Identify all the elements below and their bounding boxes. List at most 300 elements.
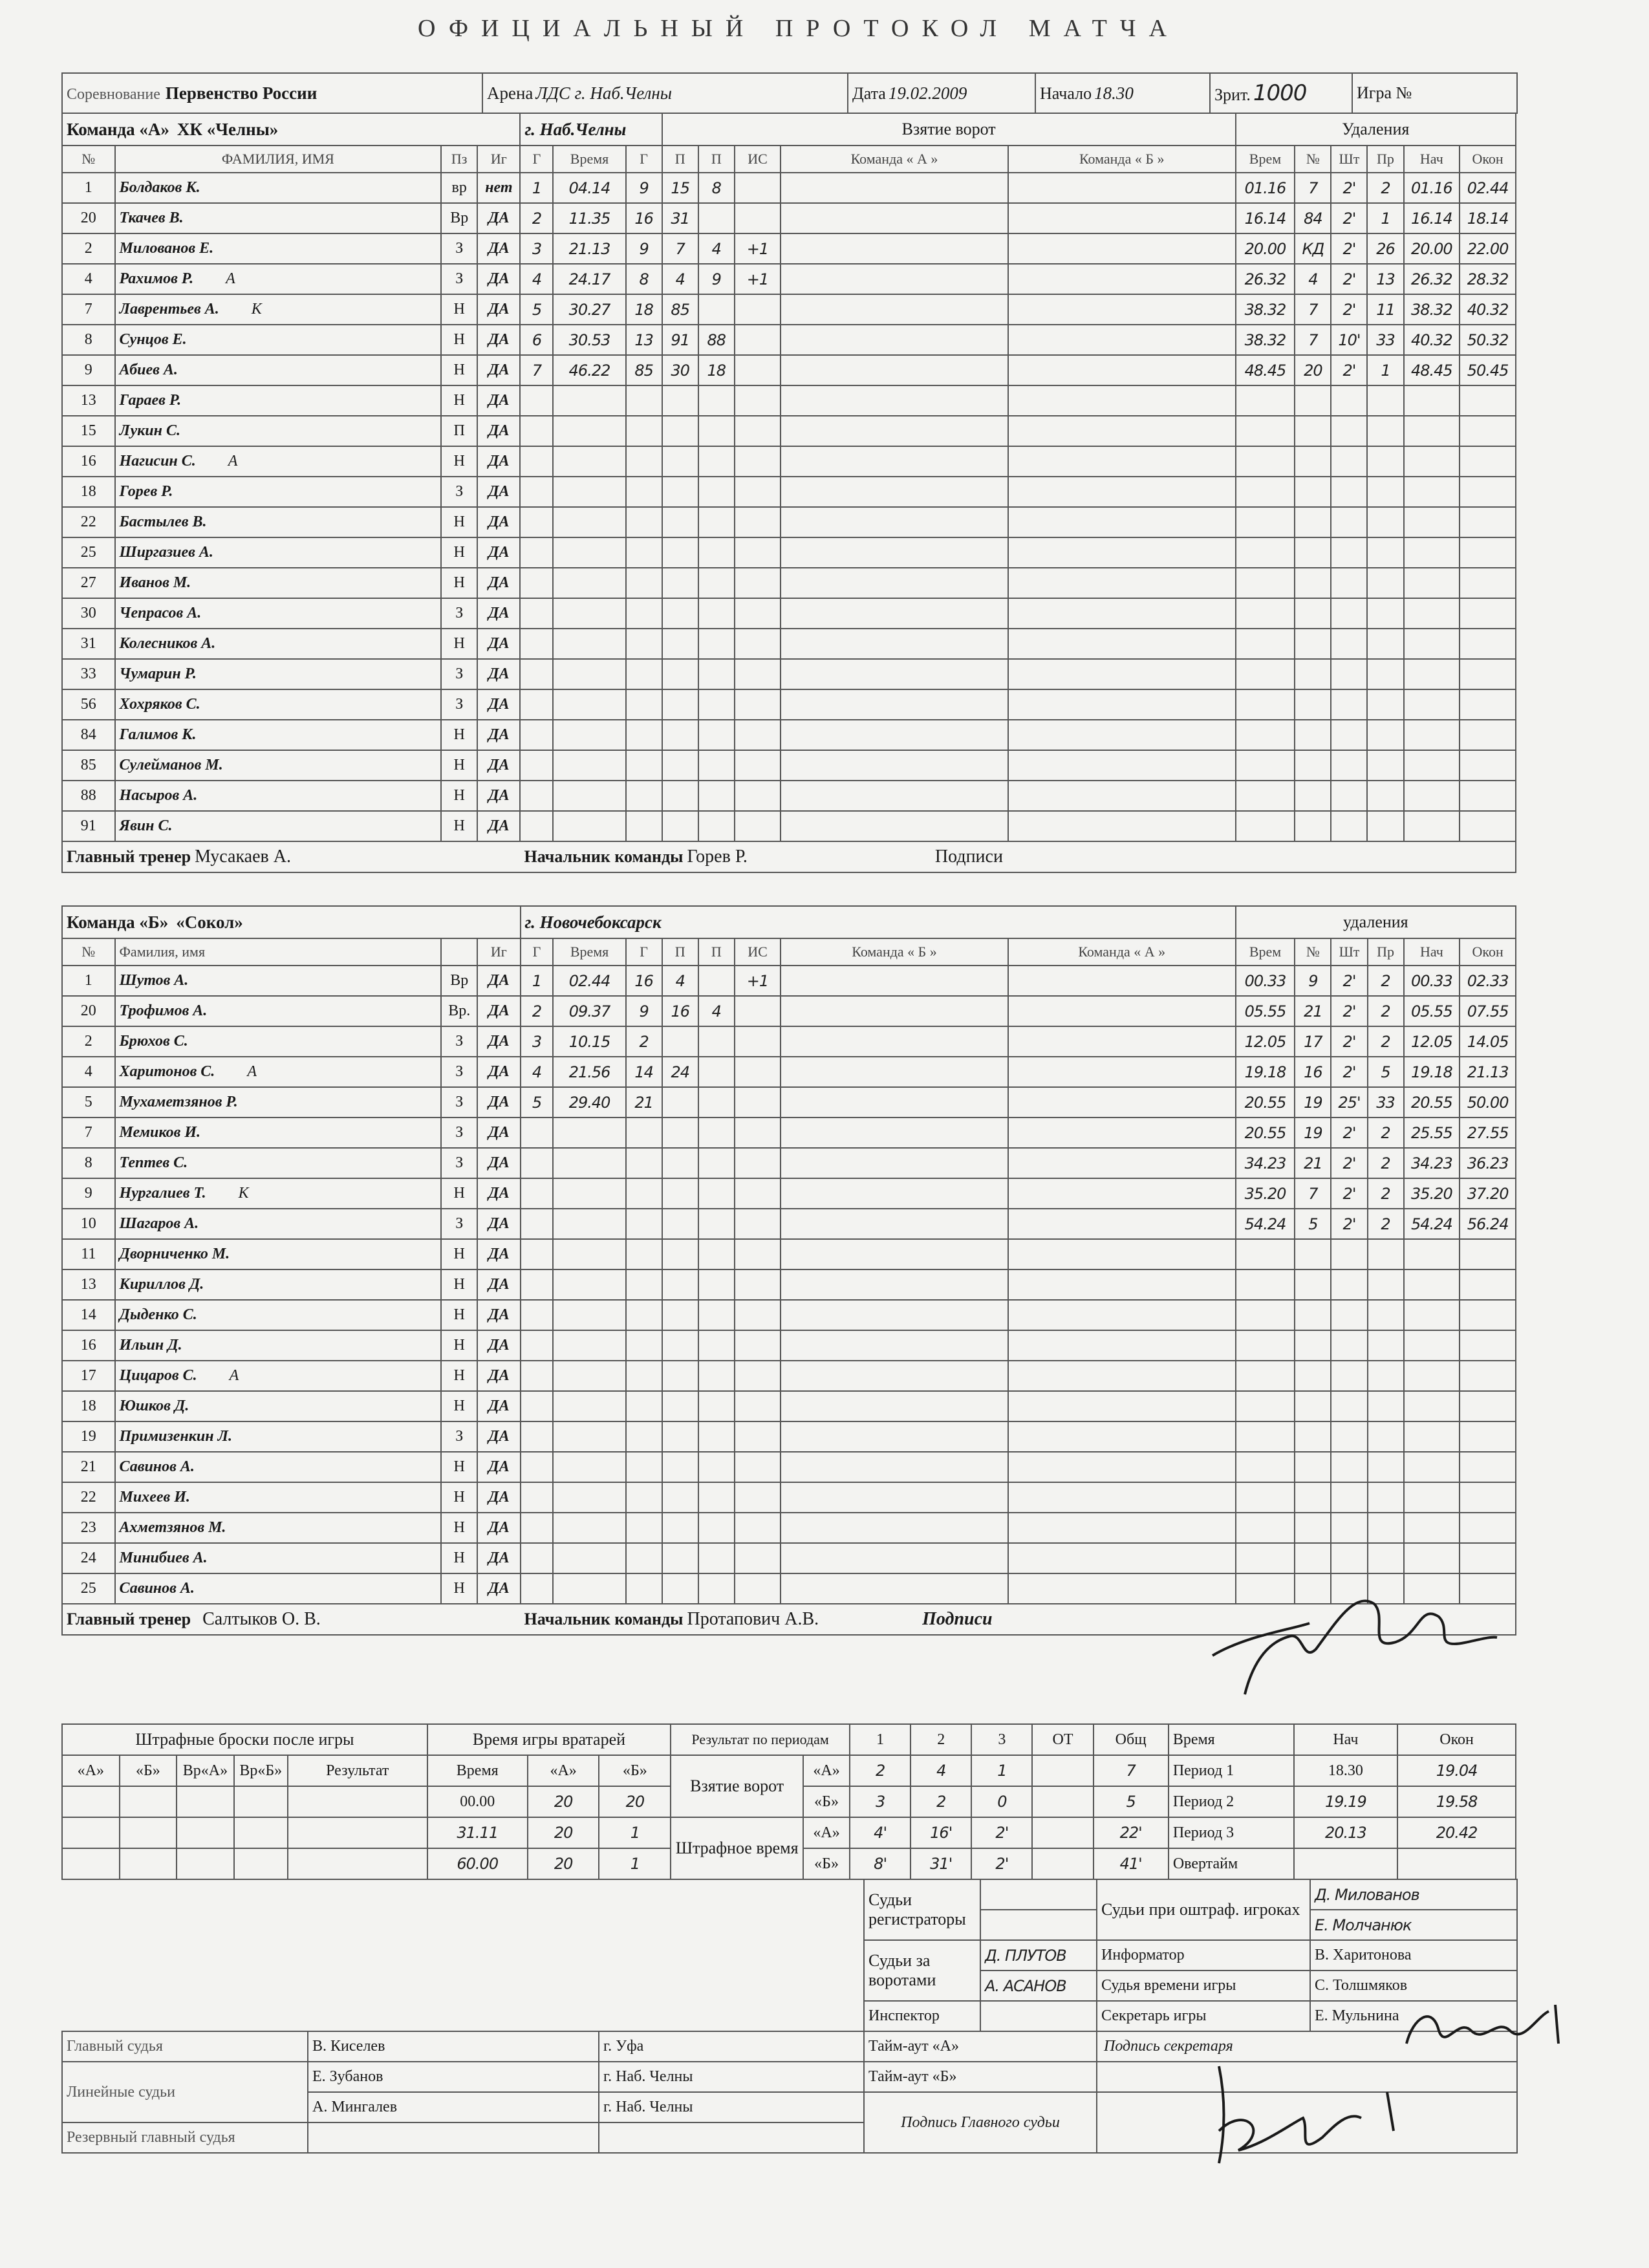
on-ice-team-1 [781,629,1008,659]
secretary-label: Секретарь игры [1097,2001,1310,2031]
goal-time: 02.44 [553,966,625,996]
player-plays: ДА [477,1513,520,1543]
player-name [115,781,442,811]
goal-strength [735,355,781,385]
player-position: Н [441,385,477,416]
penalty-time: 38.32 [1236,294,1295,325]
player-plays: ДА [477,203,520,233]
player-name [115,294,442,325]
goal-time: 04.14 [553,173,625,203]
col-goal-no: Г [521,938,554,966]
penalty-reason: 11 [1367,294,1403,325]
on-ice-team-1 [781,598,1008,629]
team-a-signature-cell [1236,841,1516,872]
penalty-reason: 2 [1368,1148,1404,1178]
player-plays: ДА [477,996,520,1026]
col-number: № [62,146,115,173]
player-name-text: Ильин Д. [119,1337,182,1354]
period-1-header: 1 [850,1724,911,1755]
player-name-text: Юшков Д. [119,1398,189,1414]
pen-a-p2: 16' [911,1817,971,1848]
penalty-start: 26.32 [1404,264,1460,294]
player-name [115,1391,442,1421]
goalie-time-title: Время игры вратарей [427,1724,671,1755]
penalty-end: 22.00 [1460,233,1516,264]
goal-strength: +1 [735,264,781,294]
penalty-reason: 2 [1367,173,1403,203]
player-row [62,1543,1516,1573]
goals-a-p2: 4 [911,1755,971,1786]
penalty-player: 17 [1295,1026,1331,1057]
goal-strength [735,996,781,1026]
head-referee-signature-icon [1200,2053,1413,2170]
player-position: Н [441,1543,477,1573]
player-name [115,355,442,385]
penalty-time: 16.14 [1236,203,1295,233]
player-name [115,689,442,720]
player-position: Н [441,294,477,325]
player-row [62,1087,1516,1118]
player-plays: ДА [477,1087,520,1118]
period-3-label: Период 3 [1169,1817,1294,1848]
reserve-referee-role: Резервный главный судья [62,2122,308,2153]
penalty-minutes: 10' [1331,325,1367,355]
player-name-text: Михеев И. [119,1489,190,1506]
on-ice-team-2 [1008,173,1236,203]
penalty-start: 20.00 [1404,233,1460,264]
informer-name: В. Харитонова [1310,1940,1517,1971]
on-ice-team-1 [781,477,1008,507]
goal-assist-2: 4 [698,233,735,264]
player-position: Н [441,1269,477,1300]
on-ice-team-1 [781,1300,1008,1330]
player-name [115,1026,442,1057]
col-name: Фамилия, имя [115,938,442,966]
on-ice-team-1 [781,1239,1008,1269]
on-ice-team-2 [1008,811,1236,841]
col-pen-reason: Пр [1368,938,1404,966]
player-row [62,1482,1516,1513]
player-plays: ДА [477,966,520,996]
penalty-player: 7 [1295,173,1331,203]
linesman-2-name: А. Мингалев [308,2092,599,2122]
goalie-row-1-b: 20 [599,1786,671,1817]
player-position: Н [441,1330,477,1361]
player-name-text: Ахметзянов М. [119,1519,226,1536]
goal-time: 11.35 [553,203,625,233]
overtime-header: ОТ [1032,1724,1093,1755]
penalty-reason: 2 [1368,966,1404,996]
player-name-text: Галимов К. [119,726,197,743]
period-end-header: Окон [1397,1724,1516,1755]
player-plays: ДА [477,1118,520,1148]
penalty-reason: 13 [1367,264,1403,294]
player-number: 9 [62,355,115,385]
goal-scorer: 21 [626,1087,662,1118]
col-goal-time: Время [553,938,625,966]
player-row [62,659,1516,689]
player-position: З [441,1087,477,1118]
goal-number: 2 [521,996,554,1026]
penalty-time: 38.32 [1236,325,1295,355]
penalty-time: 34.23 [1236,1148,1295,1178]
col-pen-reason: Пр [1367,146,1403,173]
goals-b-p3: 0 [971,1786,1032,1817]
col-scorer: Г [626,146,662,173]
goalie-row-2-a: 20 [528,1817,599,1848]
penalty-start: 34.23 [1404,1148,1460,1178]
penalty-start: 25.55 [1404,1118,1460,1148]
pen-a-p1: 4' [850,1817,911,1848]
player-number: 25 [62,537,115,568]
on-ice-team-1 [781,781,1008,811]
on-ice-team-2 [1008,598,1236,629]
goal-assist-1: 15 [662,173,698,203]
shootout-col-a: «А» [62,1755,120,1786]
penalty-end: 02.44 [1460,173,1516,203]
head-referee-signature-label: Подпись Главного судьи [864,2092,1097,2153]
player-name [115,1361,442,1391]
player-name-text: Тептев С. [119,1154,188,1171]
player-row [62,1513,1516,1543]
goal-scorer: 13 [626,325,662,355]
player-name [115,507,442,537]
team-b-header: Команда «Б» «Сокол» [62,906,521,938]
player-number: 15 [62,416,115,446]
player-number: 27 [62,568,115,598]
player-name-text: Насыров А. [119,787,198,804]
on-ice-team-2 [1008,416,1236,446]
player-position: З [441,1421,477,1452]
on-ice-team-1 [781,1178,1008,1209]
player-row [62,1421,1516,1452]
player-name [115,416,442,446]
shootout-title: Штрафные броски после игры [62,1724,427,1755]
on-ice-team-1 [781,1209,1008,1239]
pen-b-p3: 2' [971,1848,1032,1879]
player-name-text: Лукин С. [119,422,180,439]
goal-assist-2 [698,294,735,325]
penalty-minutes: 2' [1331,294,1367,325]
on-ice-team-2 [1008,1026,1236,1057]
player-row [62,385,1516,416]
penalty-player: 19 [1295,1118,1331,1148]
player-role-tag: К [238,1185,249,1202]
player-number: 7 [62,294,115,325]
on-ice-team-2 [1008,720,1236,750]
penalty-minutes: 2' [1331,233,1367,264]
on-ice-team-1 [781,294,1008,325]
player-position: Н [441,1452,477,1482]
player-plays: ДА [477,1300,520,1330]
player-plays: ДА [477,385,520,416]
player-position: З [441,1026,477,1057]
player-name [115,1057,442,1087]
player-name [115,233,442,264]
player-name-text: Абиев А. [119,362,178,378]
goal-time: 46.22 [553,355,625,385]
goal-scorer: 9 [626,173,662,203]
penalty-end: 37.20 [1460,1178,1516,1209]
team-b-city: г. Новочебоксарск [521,906,1236,938]
on-ice-team-2 [1008,477,1236,507]
player-role-tag: А [226,270,235,287]
penalty-reason: 2 [1368,1118,1404,1148]
player-name [115,598,442,629]
player-number: 19 [62,1421,115,1452]
player-name-text: Шагаров А. [119,1215,199,1232]
on-ice-team-1 [781,446,1008,477]
pen-b-ot [1032,1848,1093,1879]
on-ice-team-1 [781,203,1008,233]
shootout-col-goalie-b: Вр«Б» [234,1755,288,1786]
secretary-signature-label: Подпись секретаря [1097,2031,1517,2062]
player-number: 91 [62,811,115,841]
col-team-b-onice: Команда « Б » [781,938,1008,966]
on-ice-team-2 [1008,781,1236,811]
player-position: З [441,477,477,507]
player-row [62,720,1516,750]
col-pen-minutes: Шт [1331,146,1367,173]
player-plays: ДА [477,1178,520,1209]
col-goal-no: Г [520,146,553,173]
col-pen-end: Окон [1460,938,1516,966]
player-position: З [441,1118,477,1148]
penalty-player: 21 [1295,996,1331,1026]
player-number: 23 [62,1513,115,1543]
player-position: Н [441,1573,477,1604]
player-name-text: Горев Р. [119,483,173,500]
penalty-start: 05.55 [1404,996,1460,1026]
player-position: Н [441,568,477,598]
penalty-reason: 1 [1367,203,1403,233]
player-position: Н [441,1300,477,1330]
goal-scorer: 16 [626,203,662,233]
goal-assist-1: 4 [662,264,698,294]
goal-time: 24.17 [553,264,625,294]
player-row [62,446,1516,477]
penalty-reason: 5 [1368,1057,1404,1087]
player-role-tag: А [229,1367,239,1384]
player-row [62,416,1516,446]
penalty-start: 54.24 [1404,1209,1460,1239]
period-3-end: 20.42 [1397,1817,1516,1848]
penalty-start: 01.16 [1404,173,1460,203]
informer-label: Информатор [1097,1940,1310,1971]
player-plays: ДА [477,1026,520,1057]
on-ice-team-2 [1008,1269,1236,1300]
on-ice-team-1 [781,1482,1008,1513]
penalty-time: 20.00 [1236,233,1295,264]
player-position: Н [441,811,477,841]
col-position: Пз [441,146,477,173]
goal-time: 09.37 [553,996,625,1026]
on-ice-team-2 [1008,1057,1236,1087]
player-row [62,1361,1516,1391]
player-number: 13 [62,385,115,416]
timeout-b: Тайм-аут «Б» [864,2062,1097,2092]
player-position: Н [441,355,477,385]
on-ice-team-1 [781,1026,1008,1057]
player-position: Вр. [441,996,477,1026]
pen-a-label: «А» [803,1817,850,1848]
goal-scorer: 9 [626,996,662,1026]
player-number: 24 [62,1543,115,1573]
pen-b-p2: 31' [911,1848,971,1879]
player-row [62,629,1516,659]
player-position: Н [441,507,477,537]
reserve-referee-city [599,2122,864,2153]
penalty-box-judge-2: Е. Молчанюк [1310,1910,1517,1940]
on-ice-team-1 [781,1118,1008,1148]
penalty-time: 20.55 [1236,1087,1295,1118]
timekeeper-name: С. Толшмяков [1310,1971,1517,2001]
player-plays: ДА [477,1573,520,1604]
periods-title: Результат по периодам [671,1724,850,1755]
team-b-penalties-title: удаления [1236,906,1516,938]
inspector-label: Инспектор [864,2001,980,2031]
penalty-time: 05.55 [1236,996,1295,1026]
shootout-col-result: Результат [288,1755,427,1786]
penalty-player: 7 [1295,1178,1331,1209]
player-row [62,750,1516,781]
date-cell: Дата 19.02.2009 [848,73,1035,113]
goal-assist-2 [698,966,735,996]
penalty-box-judge-1: Д. Милованов [1310,1879,1517,1910]
player-number: 8 [62,325,115,355]
goal-assist-1 [662,1026,698,1057]
goal-strength [735,203,781,233]
player-row [62,996,1516,1026]
player-plays: ДА [477,1543,520,1573]
col-pen-number: № [1295,146,1331,173]
goalie-row-3-time: 60.00 [427,1848,528,1879]
player-plays: ДА [477,416,520,446]
player-position: Н [441,1391,477,1421]
penalty-time: 26.32 [1236,264,1295,294]
penalty-player: 84 [1295,203,1331,233]
player-row [62,1330,1516,1361]
player-name [115,1178,442,1209]
player-row [62,598,1516,629]
goalie-row-2-time: 31.11 [427,1817,528,1848]
on-ice-team-2 [1008,1087,1236,1118]
player-name-text: Савинов А. [119,1580,195,1597]
player-number: 85 [62,750,115,781]
penalty-start: 12.05 [1404,1026,1460,1057]
player-plays: ДА [477,233,520,264]
player-name-text: Ткачев В. [119,210,184,226]
player-plays: ДА [477,477,520,507]
col-pen-end: Окон [1460,146,1516,173]
player-number: 20 [62,203,115,233]
on-ice-team-1 [781,233,1008,264]
goal-strength [735,325,781,355]
player-name-text: Мемиков И. [119,1124,201,1141]
goalie-row-3-b: 1 [599,1848,671,1879]
col-strength: ИС [735,146,781,173]
penalty-reason: 33 [1368,1087,1404,1118]
goal-strength [735,1026,781,1057]
penalty-minutes: 2' [1331,1148,1367,1178]
penalty-end: 28.32 [1460,264,1516,294]
player-number: 5 [62,1087,115,1118]
penalty-end: 36.23 [1460,1148,1516,1178]
player-plays: ДА [477,750,520,781]
player-plays: ДА [477,446,520,477]
player-plays: ДА [477,781,520,811]
player-row [62,477,1516,507]
player-name-text: Минибиев А. [119,1550,208,1566]
player-name [115,173,442,203]
goal-assist-2 [698,1087,735,1118]
penalty-start: 16.14 [1404,203,1460,233]
player-row [62,1148,1516,1178]
col-pen-time: Врем [1236,938,1295,966]
on-ice-team-1 [781,966,1008,996]
goalie-row-1-time: 00.00 [427,1786,528,1817]
player-plays: ДА [477,659,520,689]
player-plays: ДА [477,537,520,568]
on-ice-team-1 [781,264,1008,294]
player-name [115,1300,442,1330]
player-row [62,264,1516,294]
goal-number: 5 [521,1087,554,1118]
player-number: 18 [62,1391,115,1421]
pen-b-label: «Б» [803,1848,850,1879]
player-row [62,1239,1516,1269]
team-a-penalties-title: Удаления [1236,113,1516,146]
player-name [115,1543,442,1573]
on-ice-team-1 [781,385,1008,416]
player-plays: ДА [477,629,520,659]
on-ice-team-1 [781,1361,1008,1391]
player-position: З [441,264,477,294]
player-row [62,1300,1516,1330]
player-row [62,294,1516,325]
player-name [115,750,442,781]
penalty-start: 40.32 [1404,325,1460,355]
penalty-time: 19.18 [1236,1057,1295,1087]
player-position: Н [441,629,477,659]
penalty-time: 54.24 [1236,1209,1295,1239]
on-ice-team-2 [1008,1178,1236,1209]
goals-a-label: «А» [803,1755,850,1786]
player-number: 88 [62,781,115,811]
player-name-text: Ширгазиев А. [119,544,213,561]
player-name-text: Брюхов С. [119,1033,188,1050]
player-name [115,1239,442,1269]
on-ice-team-2 [1008,996,1236,1026]
on-ice-team-2 [1008,355,1236,385]
goal-assist-1: 91 [662,325,698,355]
penalty-minutes: 2' [1331,1057,1367,1087]
on-ice-team-1 [781,537,1008,568]
on-ice-team-1 [781,1513,1008,1543]
player-name-text: Дворниченко М. [119,1246,230,1262]
goal-assist-2: 18 [698,355,735,385]
player-number: 4 [62,1057,115,1087]
on-ice-team-1 [781,568,1008,598]
pen-a-total: 22' [1094,1817,1169,1848]
player-plays: ДА [477,1057,520,1087]
player-name [115,1148,442,1178]
penalty-reason: 2 [1368,1178,1404,1209]
player-name [115,446,442,477]
player-number: 17 [62,1361,115,1391]
goal-assist-2: 88 [698,325,735,355]
player-row [62,1178,1516,1209]
